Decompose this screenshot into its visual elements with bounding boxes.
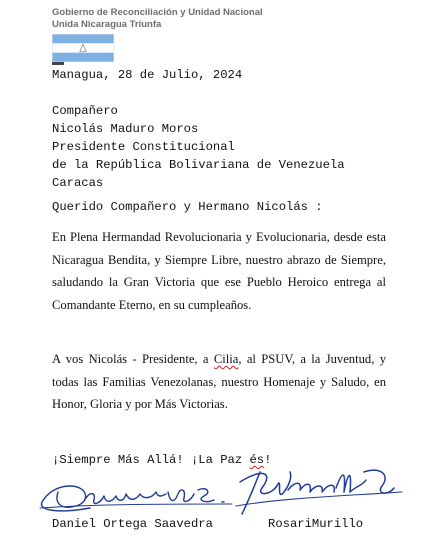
text-cursor-mark [52,62,64,65]
signature-daniel-ortega [36,474,236,516]
signatory-name-part: Rosari [268,517,312,531]
letter-greeting: Querido Compañero y Hermano Nicolás : [52,200,323,214]
closing-text: ! [264,453,272,467]
addressee-line: de la República Bolivariana de Venezuela [52,158,345,172]
addressee-block [52,102,345,192]
letterhead [52,7,263,31]
addressee-line: Nicolás Maduro Moros [52,122,199,136]
signatory-name-part: Murillo [311,517,364,531]
signatory-name-2 [268,516,363,532]
letter-paragraph-1: En Plena Hermandad Revolucionaria y Evolucionaria, desde esta Nicaragua Bendita, y Siempre Libre, nuestro abrazo de Siempre, saludando la Gran Victoria que ese Pueblo Heroico entrega al Comandante Eterno, en su cumpleaños. [52,230,386,312]
signature-rosario-murillo [232,462,412,520]
addressee-line: Compañero [52,104,118,118]
nicaragua-flag-icon [52,34,114,62]
paragraph-text: A vos Nicolás - Presidente, a [52,352,214,366]
letterhead-government-name: Gobierno de Reconciliación y Unidad Nacional [52,7,263,18]
paragraph-text: , al PSUV, a la Juventud, y todas las Familias Venezolanas, nuestro Homenaje y Saludo, en Honor, Gloria y por Más Victorias. [52,352,386,411]
addressee-line: Caracas [52,176,104,190]
addressee-line: Presidente Constitucional [52,140,235,154]
spellcheck-word: és [249,453,265,467]
closing-text: ¡Siempre Más Allá! ¡La Paz [52,453,250,467]
letterhead-slogan: Unida Nicaragua Triunfa [52,19,162,30]
letter-date: Managua, 28 de Julio, 2024 [52,68,243,82]
letter-paragraph-2 [52,348,386,416]
signatory-name-1: Daniel Ortega Saavedra [52,517,213,531]
spellcheck-word: Cilia [213,352,239,366]
